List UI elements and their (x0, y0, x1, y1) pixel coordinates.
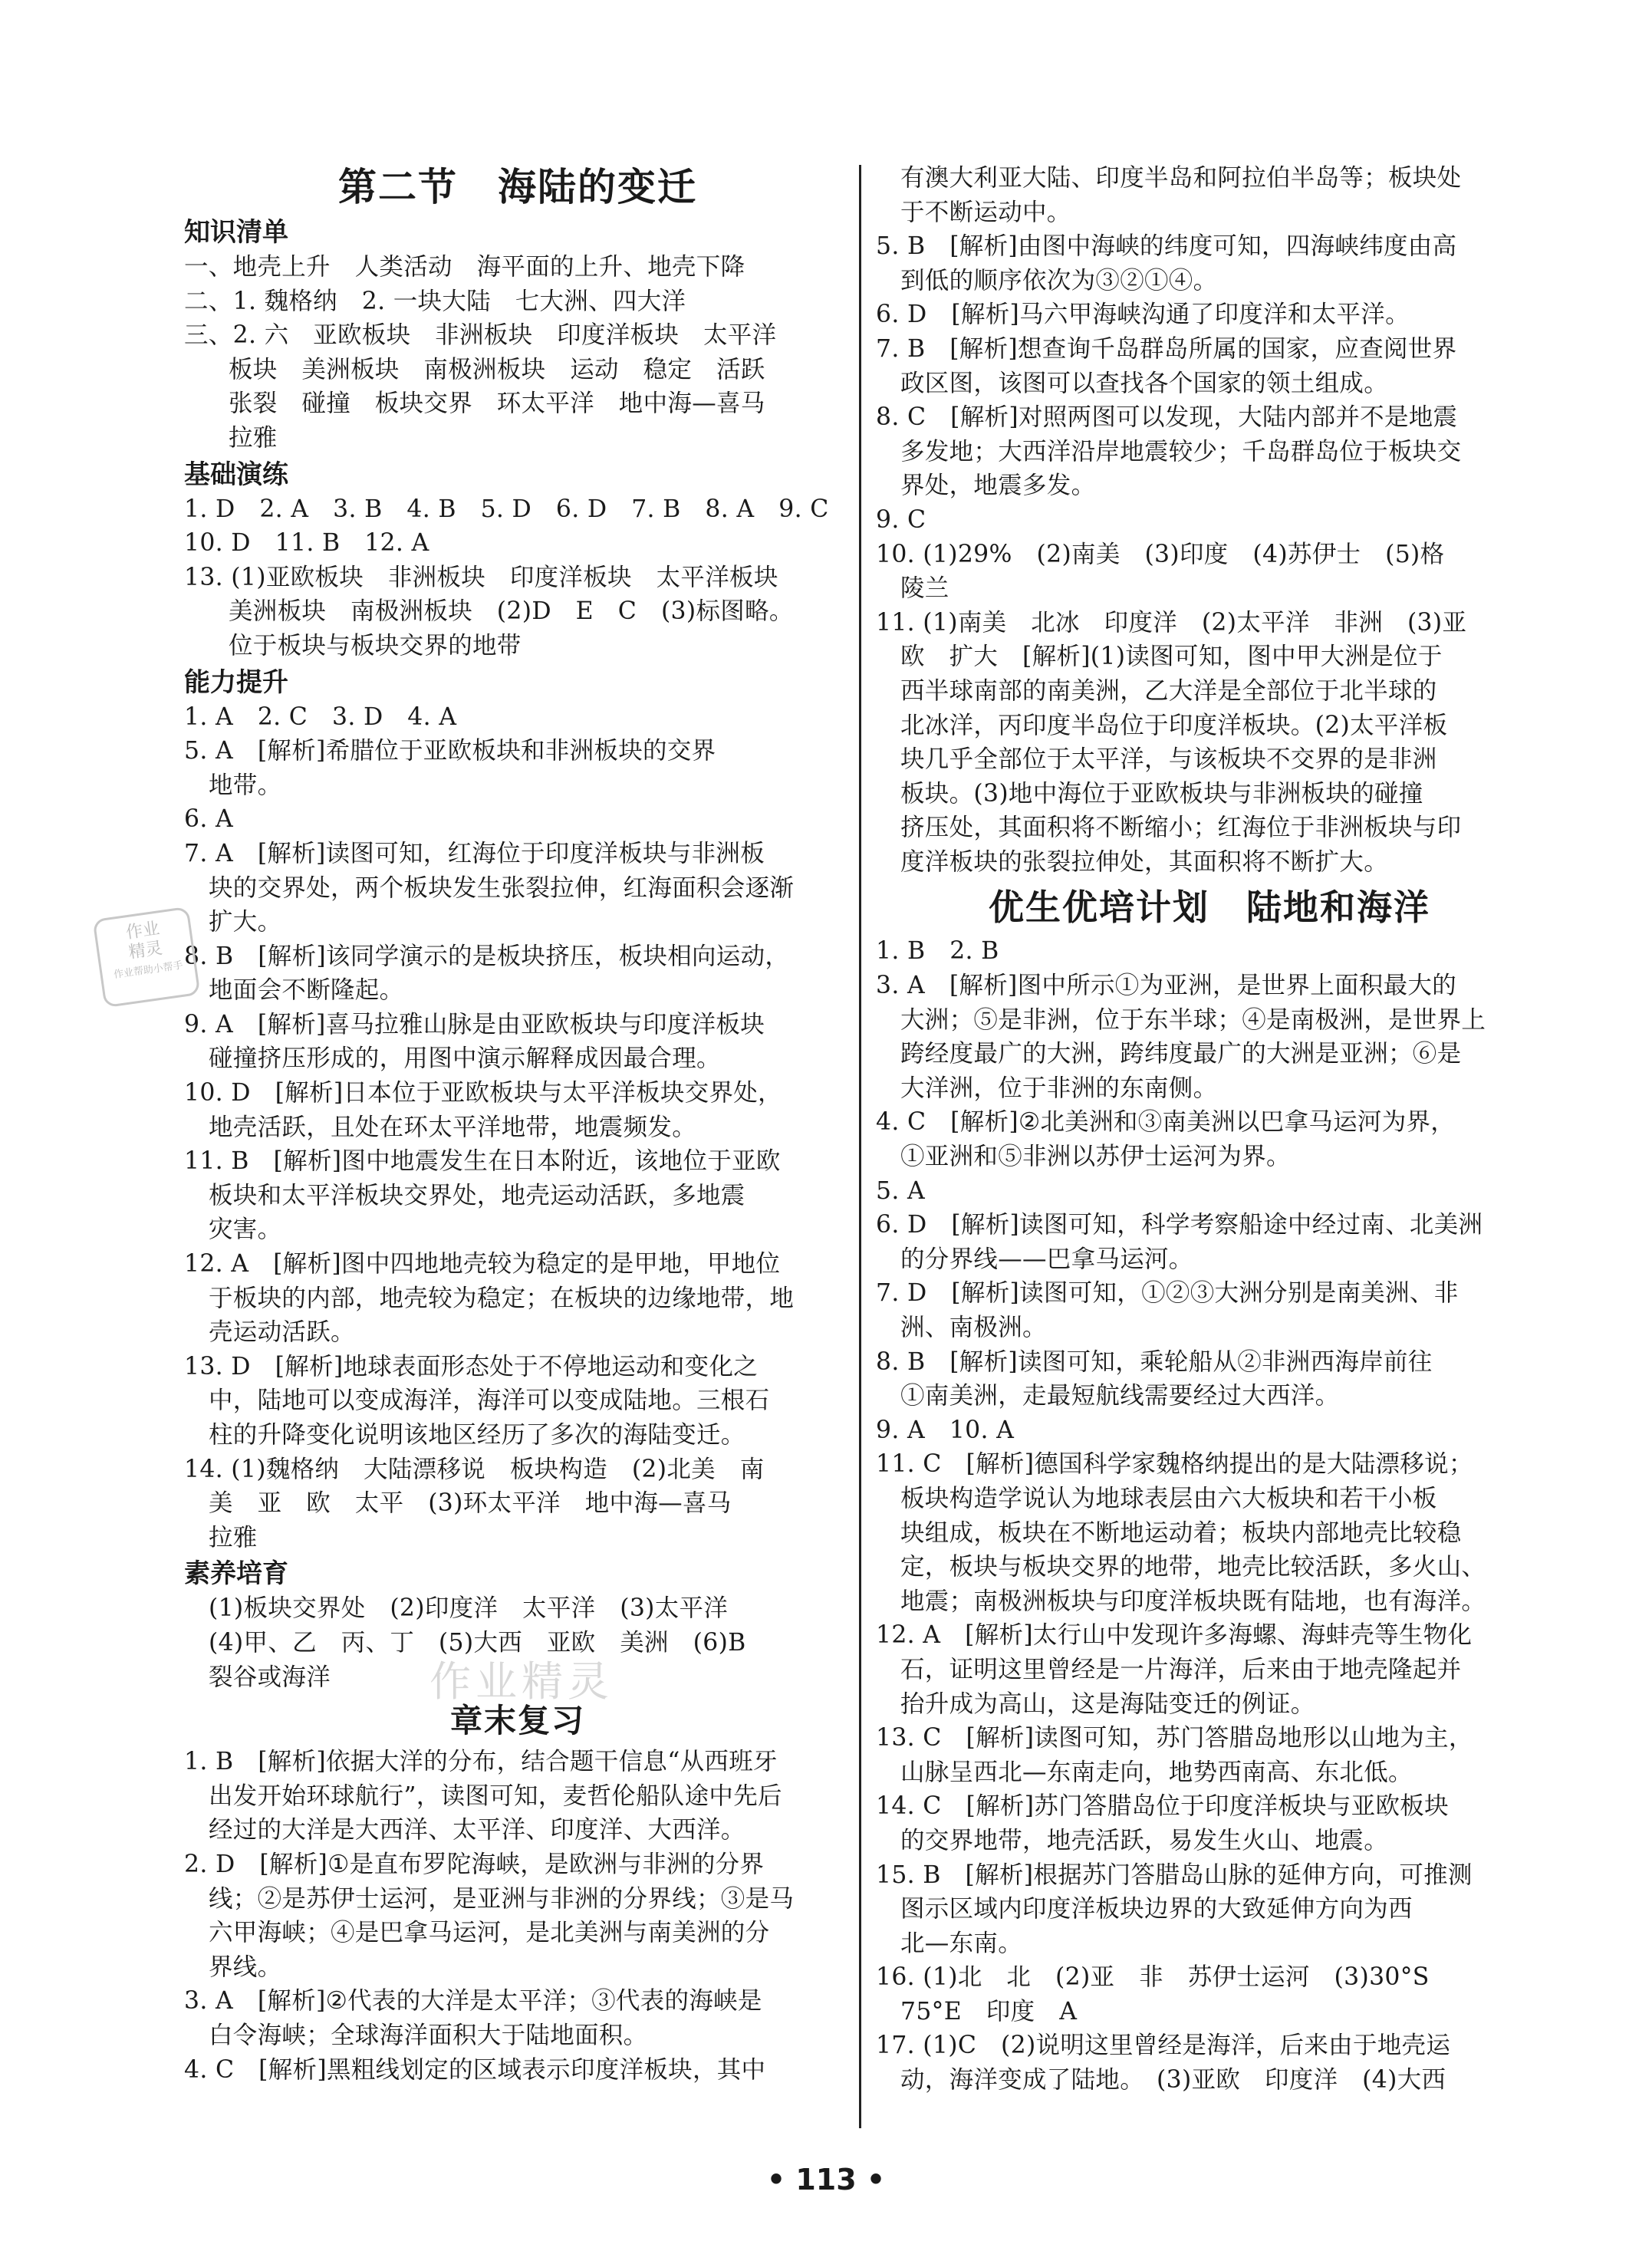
answer-line: 13. C [解析]读图可知，苏门答腊岛地形以山地为主， (876, 1724, 1473, 1752)
answer-line: 灾害。 (209, 1216, 282, 1244)
answer-line: 地震；南极洲板块与印度洋板块既有陆地，也有海洋。 (900, 1587, 1486, 1615)
answer-line: 北—东南。 (900, 1929, 1023, 1957)
answer-line: 12. A [解析]图中四地地壳较为稳定的是甲地，甲地位 (184, 1250, 781, 1278)
chapter-review-title: 章末复习 (449, 1702, 585, 1740)
answer-line: 块组成，板块在不断地运动着；板块内部地壳比较稳 (900, 1519, 1462, 1547)
section-heading: 知识清单 (184, 217, 288, 248)
answer-line: 二、1. 魏格纳 2. 一块大陆 七大洲、四大洋 (184, 287, 686, 315)
answer-line: 5. A [解析]希腊位于亚欧板块和非洲板块的交界 (184, 737, 716, 765)
answer-line: 4. C [解析]②北美洲和③南美洲以巴拿马运河为界， (876, 1108, 1456, 1137)
answer-line: 政区图，该图可以查找各个国家的领土组成。 (900, 369, 1389, 397)
answer-line: 13. (1)亚欧板块 非洲板块 印度洋板块 太平洋板块 (184, 563, 778, 591)
answer-line: (1)板块交界处 (2)印度洋 太平洋 (3)太平洋 (209, 1594, 729, 1623)
answer-line: (4)甲、乙 丙、丁 (5)大西 亚欧 美洲 (6)B (209, 1628, 746, 1657)
answer-line: 块的交界处，两个板块发生张裂拉伸，红海面积会逐渐 (209, 874, 795, 902)
answer-line: 8. B [解析]读图可知，乘轮船从②非洲西海岸前往 (876, 1347, 1433, 1376)
answer-line: 经过的大洋是大西洋、太平洋、印度洋、大西洋。 (209, 1816, 745, 1844)
answer-line: 山脉呈西北—东南走向，地势西南高、东北低。 (900, 1758, 1413, 1786)
answer-line: 9. A 10. A (876, 1416, 1015, 1444)
answer-line: 中，陆地可以变成海洋，海洋可以变成陆地。三根石 (209, 1387, 770, 1415)
answer-line: 9. C (876, 505, 926, 534)
answer-line: 2. D [解析]①是直布罗陀海峡，是欧洲与非洲的分界 (184, 1850, 765, 1878)
answer-line: 10. (1)29% (2)南美 (3)印度 (4)苏伊士 (5)格 (876, 540, 1445, 568)
answer-line: 75°E 印度 A (900, 1997, 1078, 2025)
answer-line: 11. C [解析]德国科学家魏格纳提出的是大陆漂移说； (876, 1450, 1473, 1479)
answer-line: 陵兰 (900, 574, 949, 603)
answer-line: 7. D [解析]读图可知，①②③大洲分别是南美洲、非 (876, 1279, 1459, 1308)
answer-line: ①亚洲和⑤非洲以苏伊士运河为界。 (900, 1143, 1291, 1171)
answer-line: 地壳活跃，且处在环太平洋地带，地震频发。 (209, 1113, 697, 1141)
answer-line: 出发开始环球航行”，读图可知，麦哲伦船队途中先后 (209, 1782, 782, 1810)
answer-line: 欧 扩大 [解析](1)读图可知，图中甲大洲是位于 (900, 643, 1443, 671)
answer-line: 度洋板块的张裂拉伸处，其面积将不断扩大。 (900, 847, 1389, 876)
answer-line: 动，海洋变成了陆地。 (3)亚欧 印度洋 (4)大西 (900, 2066, 1446, 2094)
left-column (184, 161, 851, 2087)
answer-line: 板块。(3)地中海位于亚欧板块与非洲板块的碰撞 (900, 779, 1423, 808)
answer-line: 13. D [解析]地球表面形态处于不停地运动和变化之 (184, 1352, 759, 1380)
answer-line: 拉雅 (209, 1523, 258, 1551)
section-heading: 素养培育 (184, 1558, 288, 1590)
answer-line: 6. D [解析]马六甲海峡沟通了印度洋和太平洋。 (876, 301, 1410, 329)
answer-line: 7. A [解析]读图可知，红海位于印度洋板块与非洲板 (184, 839, 765, 867)
answer-line: 16. (1)北 北 (2)亚 非 苏伊士运河 (3)30°S (876, 1963, 1430, 1992)
answer-line: 1. D 2. A 3. B 4. B 5. D 6. D 7. B 8. A 9. C (184, 495, 829, 523)
answer-line: 一、地壳上升 人类活动 海平面的上升、地壳下降 (184, 253, 745, 281)
answer-line: 的交界地带，地壳活跃，易发生火山、地震。 (900, 1826, 1389, 1854)
answer-line: 美 亚 欧 太平 (3)环太平洋 地中海—喜马 (209, 1489, 732, 1518)
answer-line: 9. A [解析]喜马拉雅山脉是由亚欧板块与印度洋板块 (184, 1010, 765, 1038)
enrichment-answers (876, 934, 1543, 2097)
chapter-review-answers (184, 1745, 851, 2087)
answer-line: 14. (1)魏格纳 大陆漂移说 板块构造 (2)北美 南 (184, 1455, 765, 1483)
column-divider (859, 165, 861, 2128)
answer-line: 14. C [解析]苏门答腊岛位于印度洋板块与亚欧板块 (876, 1792, 1449, 1821)
answer-line: 11. (1)南美 北冰 印度洋 (2)太平洋 非洲 (3)亚 (876, 608, 1467, 637)
answer-line: 6. A (184, 805, 234, 834)
answer-line: 美洲板块 南极洲板块 (2)D E C (3)标图略。 (229, 597, 794, 626)
answer-line: 三、2. 六 亚欧板块 非洲板块 印度洋板块 太平洋 (184, 321, 777, 350)
answer-line: 大洲；⑤是非洲，位于东半球；④是南极洲，是世界上 (900, 1005, 1486, 1034)
answer-line: 地带。 (209, 771, 282, 799)
section-title: 第二节 海陆的变迁 (338, 165, 697, 209)
answer-line: 10. D 11. B 12. A (184, 529, 429, 558)
answer-line: 15. B [解析]根据苏门答腊岛山脉的延伸方向，可推测 (876, 1861, 1473, 1889)
answer-line: 六甲海峡；④是巴拿马运河，是北美洲与南美洲的分 (209, 1919, 770, 1947)
answer-line: 5. A (876, 1176, 926, 1205)
answer-line: 多发地；大西洋沿岸地震较少；千岛群岛位于板块交 (900, 437, 1462, 466)
answer-line: 1. B [解析]依据大洋的分布，结合题干信息“从西班牙 (184, 1748, 778, 1776)
answer-line: 地面会不断隆起。 (209, 976, 404, 1005)
answer-line: 大洋洲，位于非洲的东南侧。 (900, 1074, 1218, 1102)
answer-line: 17. (1)C (2)说明这里曾经是海洋，后来由于地壳运 (876, 2032, 1451, 2060)
left-sections (184, 215, 851, 1694)
answer-line: 12. A [解析]太行山中发现许多海螺、海蚌壳等生物化 (876, 1621, 1473, 1650)
answer-line: 图示区域内印度洋板块边界的大致延伸方向为西 (900, 1895, 1413, 1923)
answer-line: 洲、南极洲。 (900, 1314, 1047, 1341)
answer-line: 扩大。 (209, 908, 282, 936)
answer-line: 白令海峡；全球海洋面积大于陆地面积。 (209, 2021, 648, 2049)
answer-line: 板块和太平洋板块交界处，地壳运动活跃，多地震 (209, 1181, 745, 1209)
right-answers-continued (876, 161, 1543, 879)
answer-line: 壳运动活跃。 (209, 1318, 355, 1347)
answer-line: 6. D [解析]读图可知，科学考察船途中经过南、北美洲 (876, 1211, 1483, 1239)
answer-line: 板块构造学说认为地球表层由六大板块和若干小板 (900, 1484, 1437, 1512)
section-heading: 能力提升 (184, 666, 288, 698)
answer-line: 的分界线——巴拿马运河。 (900, 1245, 1193, 1273)
answer-line: 10. D [解析]日本位于亚欧板块与太平洋板块交界处， (184, 1079, 782, 1107)
homework-stamp-logo: 作业 精灵 作业帮助小帮手 (93, 907, 201, 1008)
answer-line: 3. A [解析]②代表的大洋是太平洋；③代表的海峡是 (184, 1987, 762, 2015)
answer-line: 块几乎全部位于太平洋，与该板块不交界的是非洲 (900, 745, 1437, 774)
answer-line: 板块 美洲板块 南极洲板块 运动 稳定 活跃 (229, 355, 765, 383)
answer-line: 柱的升降变化说明该地区经历了多次的海陆变迁。 (209, 1421, 745, 1449)
answer-line: 定，板块与板块交界的地带，地壳比较活跃，多火山、 (900, 1553, 1486, 1581)
watermark: 作业精灵 (429, 1657, 614, 1706)
answer-line: 碰撞挤压形成的，用图中演示解释成因最合理。 (209, 1045, 721, 1073)
answer-line: 5. B [解析]由图中海峡的纬度可知，四海峡纬度由高 (876, 232, 1457, 261)
right-column (876, 161, 1543, 2098)
answer-line: 石，证明这里曾经是一片海洋，后来由于地壳隆起并 (900, 1655, 1462, 1683)
section-heading: 基础演练 (184, 459, 288, 490)
answer-line: 3. A [解析]图中所示①为亚洲，是世界上面积最大的 (876, 972, 1456, 1000)
answer-line: 11. B [解析]图中地震发生在日本附近，该地位于亚欧 (184, 1147, 781, 1176)
answer-line: 西半球南部的南美洲，乙大洋是全部位于北半球的 (900, 676, 1437, 705)
answer-line: 北冰洋，丙印度半岛位于印度洋板块。(2)太平洋板 (900, 711, 1448, 739)
answer-line: ①南美洲，走最短航线需要经过大西洋。 (900, 1382, 1340, 1410)
answer-line: 挤压处，其面积将不断缩小；红海位于非洲板块与印 (900, 814, 1462, 842)
answer-line: 抬升成为高山，这是海陆变迁的例证。 (900, 1690, 1315, 1718)
answer-line: 4. C [解析]黑粗线划定的区域表示印度洋板块，其中 (184, 2055, 766, 2084)
answer-line: 界线。 (209, 1953, 282, 1981)
answer-line: 跨经度最广的大洲，跨纬度最广的大洲是亚洲；⑥是 (900, 1040, 1462, 1068)
answer-line: 8. C [解析]对照两图可以发现，大陆内部并不是地震 (876, 403, 1458, 432)
answer-line: 界处，地震多发。 (900, 472, 1096, 500)
enrichment-title: 优生优培计划 陆地和海洋 (989, 887, 1430, 929)
answer-line: 1. B 2. B (876, 937, 999, 966)
answer-line: 张裂 碰撞 板块交界 环太平洋 地中海—喜马 (229, 390, 765, 418)
answer-line: 线；②是苏伊士运河，是亚洲与非洲的分界线；③是马 (209, 1884, 795, 1913)
answer-line: 拉雅 (229, 423, 278, 452)
answer-line: 1. A 2. C 3. D 4. A (184, 703, 457, 731)
answer-line: 到低的顺序依次为③②①④。 (900, 266, 1218, 295)
page-number: • 113 • (766, 2163, 886, 2196)
answer-line: 位于板块与板块交界的地带 (229, 631, 522, 660)
answer-line: 8. B [解析]该同学演示的是板块挤压，板块相向运动， (184, 942, 790, 970)
answer-line: 于板块的内部，地壳较为稳定；在板块的边缘地带，地 (209, 1284, 795, 1312)
answer-line: 7. B [解析]想查询千岛群岛所属的国家，应查阅世界 (876, 334, 1457, 363)
answer-line: 裂谷或海洋 (209, 1663, 331, 1691)
answer-line: 于不断运动中。 (900, 198, 1071, 226)
answer-line: 有澳大利亚大陆、印度半岛和阿拉伯半岛等；板块处 (900, 164, 1462, 192)
